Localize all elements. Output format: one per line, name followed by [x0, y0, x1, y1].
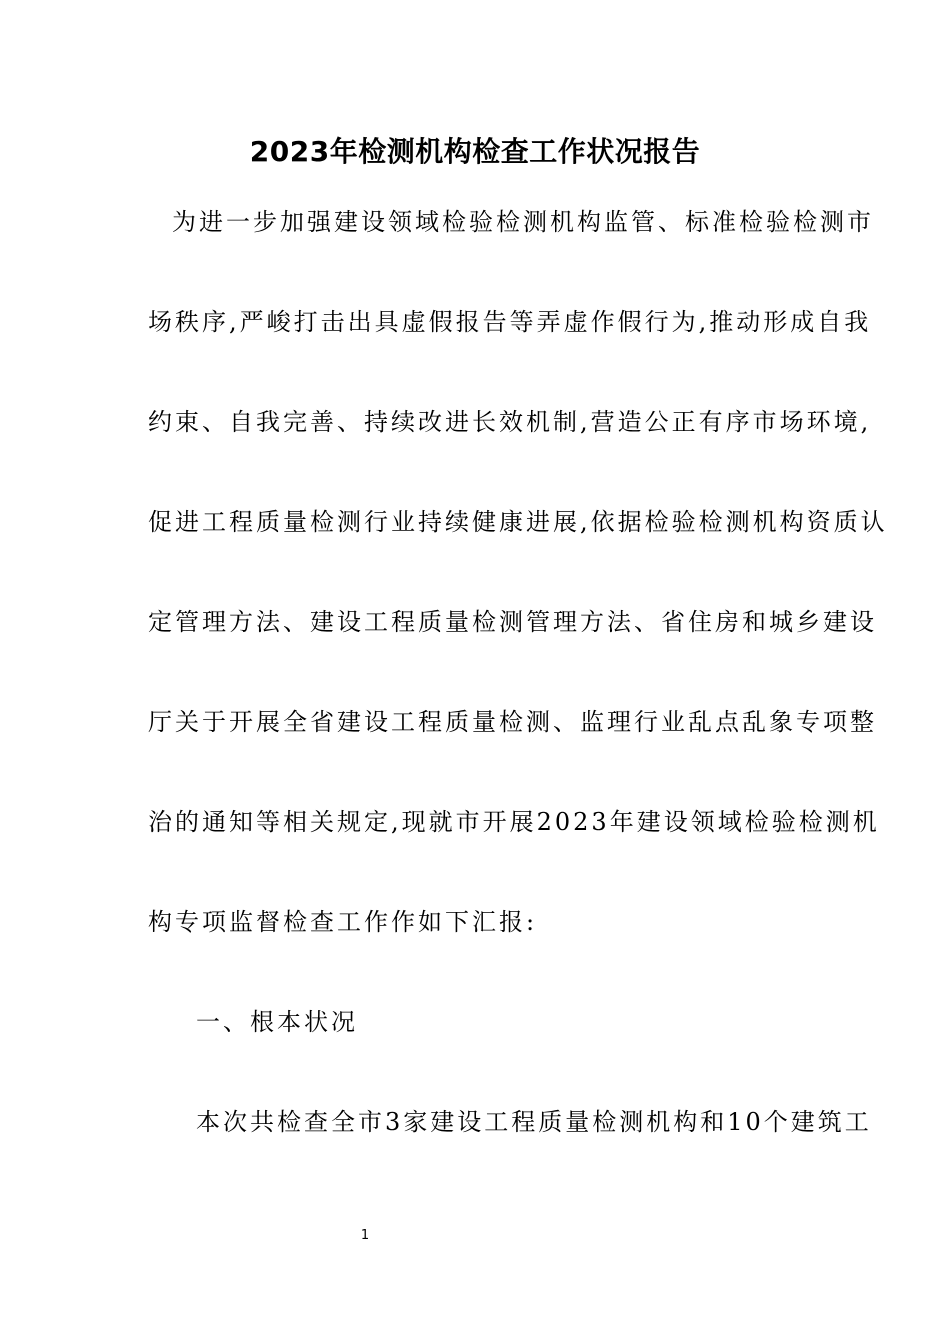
- paragraph-line: 定管理方法、建设工程质量检测管理方法、省住房和城乡建设: [148, 608, 877, 636]
- paragraph-line: 构专项监督检查工作作如下汇报:: [148, 908, 538, 936]
- paragraph-line: 厅关于开展全省建设工程质量检测、监理行业乱点乱象专项整: [148, 708, 877, 736]
- paragraph-line: 治的通知等相关规定,现就市开展2023年建设领域检验检测机: [148, 808, 880, 836]
- paragraph-line: 促进工程质量检测行业持续健康进展,依据检验检测机构资质认: [148, 508, 888, 536]
- paragraph-line: 为进一步加强建设领域检验检测机构监管、标准检验检测市: [172, 208, 874, 236]
- document-title: 2023年检测机构检查工作状况报告: [249, 135, 701, 168]
- paragraph-line: 约束、自我完善、持续改进长效机制,营造公正有序市场环境,: [148, 408, 872, 436]
- section-heading: 一、根本状况: [196, 1008, 358, 1036]
- section-paragraph-line: 本次共检查全市3家建设工程质量检测机构和10个建筑工: [196, 1108, 872, 1136]
- paragraph-line: 场秩序,严峻打击出具虚假报告等弄虚作假行为,推动形成自我: [148, 308, 872, 336]
- page-number: 1: [360, 1228, 370, 1243]
